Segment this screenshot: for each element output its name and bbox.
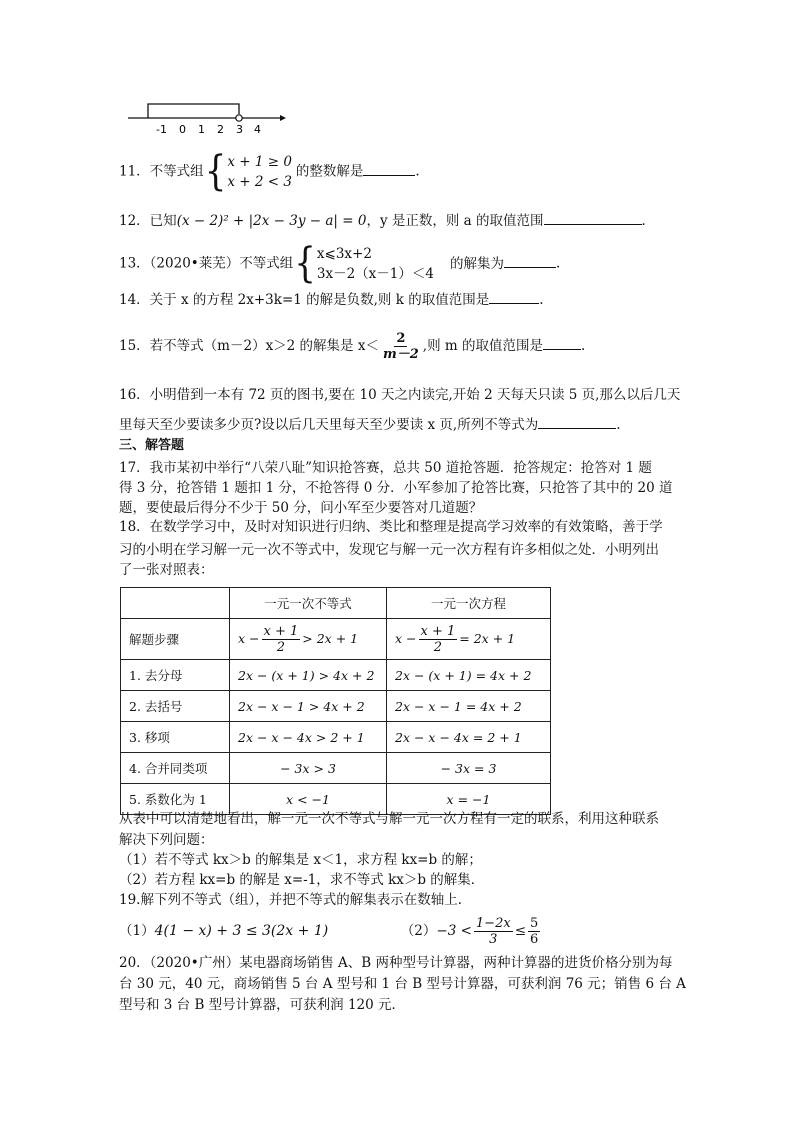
question-17-line1: 17．我市某初中举行“八荣八耻”知识抢答赛，总共 50 道抢答题．抢答规定：抢答对 1 题: [119, 460, 652, 476]
table-cell: − 3x = 3: [387, 753, 551, 784]
q19-fraction-2: $\frac{5}{6}$: [530, 916, 539, 947]
answer-blank: [544, 210, 642, 225]
question-18-line3: 了一张对照表：: [119, 562, 214, 578]
question-14: 14．关于 x 的方程 2x+3k=1 的解是负数,则 k 的取值范围是 .: [119, 289, 544, 310]
q13-system: x⩽3x+2 3x－2（x－1）＜4: [316, 246, 434, 282]
question-19-line1: 19.解下列不等式（组），并把不等式的解集表示在数轴上．: [119, 892, 472, 908]
table-header-cell: [121, 588, 230, 619]
comparison-table: [120, 587, 551, 815]
table-cell: 2x − x − 1 > 4x + 2: [230, 691, 387, 722]
question-13: 13．（2020•莱芜）不等式组{ x⩽3x+2 3x－2（x－1）＜4 的解集为 .: [119, 240, 561, 288]
tick-label: 1: [198, 123, 205, 136]
brace-icon: {: [294, 240, 316, 288]
answer-blank: [538, 414, 616, 429]
table-cell: x = −1: [387, 784, 551, 815]
after-table-line4: （2）若方程 kx=b 的解是 x=-1，求不等式 kx＞b 的解集．: [119, 872, 485, 888]
answer-blank: [543, 335, 581, 350]
table-cell: 4. 合并同类项: [121, 753, 230, 784]
number-line-arrow: [280, 115, 286, 121]
question-17-line3: 题，要使最后得分不少于 50 分，问小军至少要答对几道题？: [119, 500, 483, 516]
tick-label: 3: [236, 123, 243, 136]
tick-label: 4: [254, 123, 261, 136]
table-row: [121, 619, 551, 660]
q11-system: x + 1 ≥ 0 x + 2 < 3: [227, 154, 292, 190]
q12-expression: (x − 2)² + |2x − 3y − a| = 0: [176, 213, 367, 229]
after-table-line1: 从表中可以清楚地看出，解一元一次不等式与解一元一次方程有一定的联系，利用这种联系: [119, 811, 659, 827]
q19-fraction: $\frac{1-2x}{3}$: [475, 916, 511, 947]
table-cell: x − $\frac{x + 1}{2}$ = 2x + 1: [387, 619, 551, 660]
question-11: 11．不等式组{ x + 1 ≥ 0 x + 2 < 3 的整数解是 .: [119, 148, 420, 196]
table-row: [121, 660, 551, 691]
table-cell: 2x − (x + 1) > 4x + 2: [230, 660, 387, 691]
question-16-line1: 16．小明借到一本有 72 页的图书,要在 10 天之内读完,开始 2 天每天只读 5 页,那么以后几天: [119, 387, 681, 403]
question-20-line2: 台 30 元，40 元，商场销售 5 台 A 型号和 1 台 B 型号计算器，可获利润 76 元；销售 6 台 A: [119, 976, 686, 992]
table-row: [121, 691, 551, 722]
table-cell: 5. 系数化为 1: [121, 784, 230, 815]
q11-suffix: 的整数解是: [295, 163, 364, 180]
table-cell: 3. 移项: [121, 722, 230, 753]
table-row: [121, 722, 551, 753]
section-heading: 三、解答题: [119, 438, 185, 453]
question-17-line2: 得 3 分，抢答错 1 题扣 1 分，不抢答得 0 分．小军参加了抢答比赛，只抢答了其中的 20 道: [119, 480, 673, 496]
tick-label: 0: [179, 123, 186, 136]
after-table-line3: （1）若不等式 kx＞b 的解集是 x＜1，求方程 kx=b 的解；: [119, 852, 482, 868]
table-header-cell: 一元一次方程: [387, 588, 551, 619]
tick-label: 2: [217, 123, 224, 136]
table-cell: 1. 去分母: [121, 660, 230, 691]
question-20-line3: 型号和 3 台 B 型号计算器，可获利润 120 元．: [119, 997, 406, 1013]
brace-icon: {: [204, 148, 227, 196]
table-cell: 2. 去括号: [121, 691, 230, 722]
table-header-cell: 一元一次不等式: [230, 588, 387, 619]
question-16-line2: 里每天至少要读多少页?设以后几天里每天至少要读 x 页,所列不等式为 .: [119, 414, 621, 435]
table-header-row: [121, 588, 551, 619]
question-12: 12．已知(x − 2)² + |2x − 3y − a| = 0，y 是正数，则 a 的取值范围 ．: [119, 210, 655, 231]
solution-bracket: [148, 104, 239, 118]
open-circle-at-3: [236, 115, 242, 121]
after-table-line2: 解决下列问题：: [119, 832, 214, 848]
answer-blank: [489, 289, 539, 304]
table-cell: − 3x > 3: [230, 753, 387, 784]
table-cell: 2x − (x + 1) = 4x + 2: [387, 660, 551, 691]
answer-blank: [363, 161, 415, 176]
question-18-line1: 18．在数学学习中，及时对知识进行归纳、类比和整理是提高学习效率的有效策略，善于学: [119, 519, 663, 535]
answer-blank: [504, 253, 556, 268]
table-cell: 2x − x − 4x = 2 + 1: [387, 722, 551, 753]
table-row: [121, 753, 551, 784]
q11-prefix: 11．不等式组: [119, 163, 204, 180]
table-cell: 2x − x − 1 = 4x + 2: [387, 691, 551, 722]
q15-fraction: $\frac{2}{m-2}$: [382, 331, 419, 362]
question-19-parts: （1）4(1 − x) + 3 ≤ 3(2x + 1) （2）−3 < $\frac{1-2x}{3}$ ≤ $\frac{5}{6}$: [119, 916, 539, 947]
question-15: 15．若不等式（m－2）x＞2 的解集是 x＜ $\frac{2}{m-2}$ ,则 m 的取值范围是 .: [119, 331, 586, 362]
table-cell: 解题步骤: [121, 619, 230, 660]
question-18-line2: 习的小明在学习解一元一次不等式中，发现它与解一元一次方程有许多相似之处．小明列出: [119, 542, 659, 558]
number-line-figure: [120, 96, 290, 138]
table-cell: 2x − x − 4x > 2 + 1: [230, 722, 387, 753]
question-20-line1: 20．（2020•广州）某电器商场销售 A、B 两种型号计算器，两种计算器的进货价格分别为每: [119, 955, 673, 971]
table-cell: x − $\frac{x + 1}{2}$ > 2x + 1: [230, 619, 387, 660]
table-cell: x < −1: [230, 784, 387, 815]
q19-part1-expression: 4(1 − x) + 3 ≤ 3(2x + 1): [154, 923, 329, 939]
tick-label: -1: [156, 123, 167, 136]
